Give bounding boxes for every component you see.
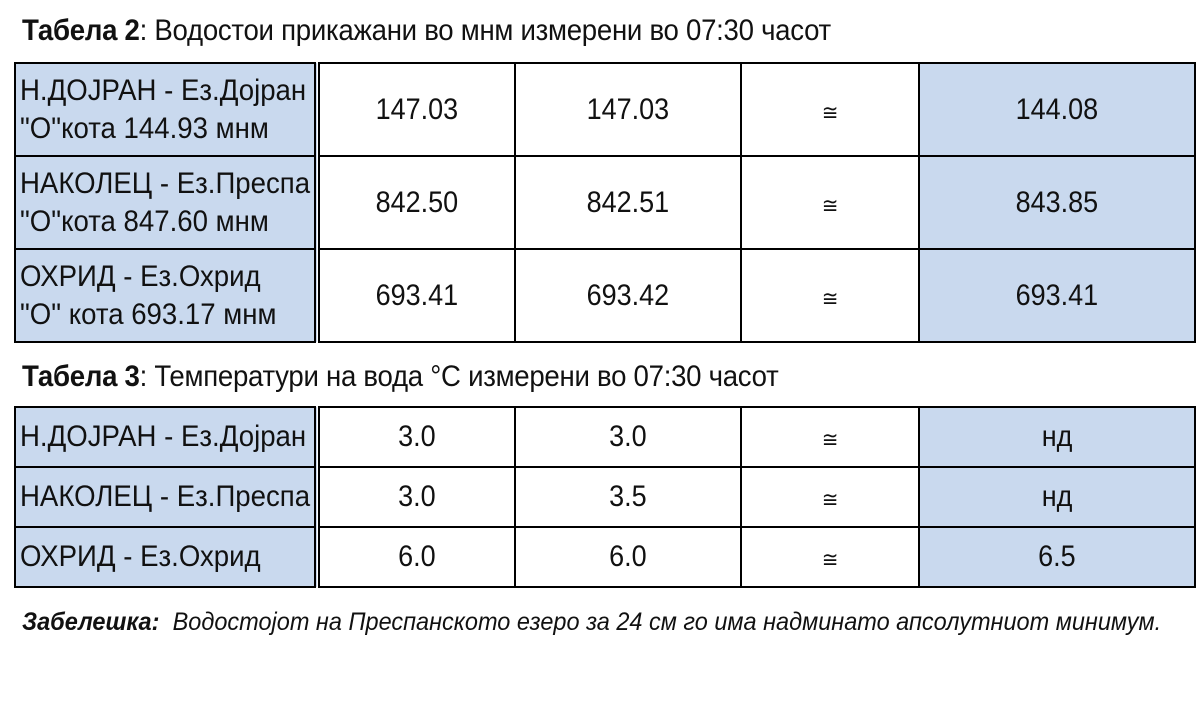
table-row (15, 156, 1195, 249)
trend-cell (741, 249, 919, 342)
trend-cell-text: ≅ (821, 192, 839, 218)
value-cell-highlight (919, 249, 1195, 342)
value-cell (515, 249, 741, 342)
station-cell (15, 527, 317, 587)
value-cell (515, 467, 741, 527)
trend-cell (741, 407, 919, 467)
value-cell-highlight (919, 527, 1195, 587)
value-cell-text: 693.41 (375, 278, 459, 312)
trend-cell-text: ≅ (821, 427, 839, 452)
table2-caption (22, 14, 831, 48)
footnote (22, 608, 1161, 637)
station-cell (15, 156, 317, 249)
station-name: Н.ДОЈРАН - Ез.Дојран (20, 73, 307, 107)
table-row (15, 63, 1195, 156)
table3-caption (22, 360, 778, 394)
station-cell (15, 467, 317, 527)
table-row (15, 527, 1195, 587)
trend-cell (741, 63, 919, 156)
trend-cell (741, 527, 919, 587)
station-cell-text: НАКОЛЕЦ - Ез.Преспа (20, 480, 311, 513)
value-cell (515, 527, 741, 587)
value-cell-text: 147.03 (586, 92, 670, 126)
station-cell (15, 249, 317, 342)
table3-title: : Температури на вода °C измерени во 07:30 часот (139, 360, 779, 393)
station-name: НАКОЛЕЦ - Ез.Преспа (20, 166, 311, 200)
station-cell (15, 63, 317, 156)
value-cell-highlight-text: 693.41 (1015, 278, 1099, 312)
value-cell-highlight (919, 156, 1195, 249)
table2-title: : Водостои прикажани во мнм измерени во 07:30 часот (139, 14, 831, 47)
station-zero-level: "О" кота 693.17 мнм (20, 297, 277, 331)
value-cell (317, 249, 515, 342)
value-cell (317, 407, 515, 467)
trend-cell-text: ≅ (821, 285, 839, 311)
footnote-label: Забелешка: (22, 608, 160, 636)
value-cell-highlight-text: 6.5 (1038, 540, 1076, 573)
station-zero-level: "О"кота 144.93 мнм (20, 111, 269, 145)
value-cell-highlight-text: 144.08 (1015, 92, 1099, 126)
trend-cell (741, 467, 919, 527)
trend-cell-text: ≅ (821, 99, 839, 125)
trend-cell-text: ≅ (821, 487, 839, 512)
trend-cell-text: ≅ (821, 547, 839, 572)
value-cell (515, 407, 741, 467)
value-cell-text: 842.50 (375, 185, 459, 219)
station-cell-text: Н.ДОЈРАН - Ез.Дојран (20, 420, 307, 453)
value-cell-text: 6.0 (398, 540, 436, 573)
value-cell-text: 693.42 (586, 278, 670, 312)
value-cell-text: 3.0 (609, 420, 647, 453)
value-cell (317, 527, 515, 587)
value-cell (317, 156, 515, 249)
table-row (15, 407, 1195, 467)
value-cell (515, 156, 741, 249)
station-zero-level: "О"кота 847.60 мнм (20, 204, 269, 238)
value-cell-highlight (919, 467, 1195, 527)
value-cell-text: 3.5 (609, 480, 647, 513)
station-cell-text: ОХРИД - Ез.Охрид (20, 540, 261, 573)
value-cell-highlight (919, 407, 1195, 467)
value-cell (515, 63, 741, 156)
value-cell-text: 147.03 (375, 92, 459, 126)
value-cell-text: 3.0 (398, 420, 436, 453)
value-cell-text: 842.51 (586, 185, 670, 219)
footnote-text: Водостојот на Преспанското езеро за 24 см го има надминато апсолутниот минимум. (172, 608, 1162, 636)
table2-label: Табела 2 (22, 14, 140, 47)
trend-cell (741, 156, 919, 249)
table-row (15, 249, 1195, 342)
table-row (15, 467, 1195, 527)
water-level-table (14, 62, 1196, 343)
value-cell (317, 467, 515, 527)
value-cell (317, 63, 515, 156)
value-cell-text: 3.0 (398, 480, 436, 513)
value-cell-highlight-text: нд (1041, 480, 1073, 513)
table3-label: Табела 3 (22, 360, 140, 393)
value-cell-highlight-text: нд (1041, 420, 1073, 453)
station-cell (15, 407, 317, 467)
water-temperature-table (14, 406, 1196, 588)
value-cell-highlight-text: 843.85 (1015, 185, 1099, 219)
value-cell-text: 6.0 (609, 540, 647, 573)
value-cell-highlight (919, 63, 1195, 156)
station-name: ОХРИД - Ез.Охрид (20, 259, 261, 293)
